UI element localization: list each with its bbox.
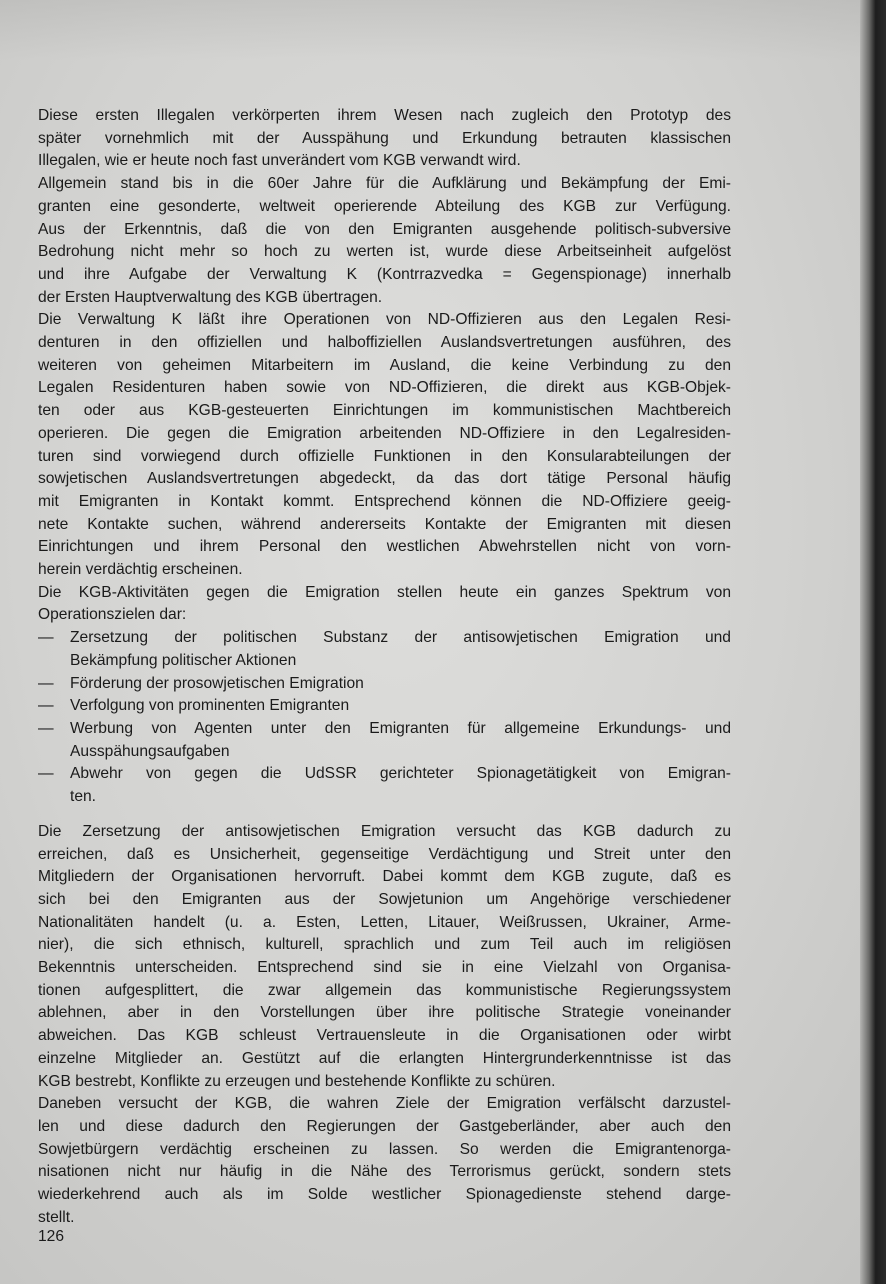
paragraph-1 — [38, 105, 731, 173]
dash-bullet: — — [38, 674, 54, 692]
text-line: Nationalitäten handelt (u. a. Esten, Letten, Litauer, Weißrussen, Ukrainer, Arme- — [38, 913, 731, 931]
dash-bullet: — — [38, 697, 54, 715]
list-item — [38, 718, 731, 763]
text-line: Zersetzung der politischen Substanz der antisowjetischen Emigration und — [70, 629, 731, 647]
dash-bullet: — — [38, 719, 54, 737]
text-line: Daneben versucht der KGB, die wahren Ziele der Emigration verfälscht darzustel- — [38, 1095, 731, 1113]
text-line: Bekenntnis unterscheiden. Entsprechend sind sie in eine Vielzahl von Organisa- — [38, 959, 731, 977]
page-number: 126 — [38, 1228, 65, 1245]
paragraph-2 — [38, 173, 731, 309]
text-line: tionen aufgesplittert, die zwar allgemein das kommunistische Regierungssystem — [38, 981, 731, 999]
text-line: und ihre Aufgabe der Verwaltung K (Kontrrazvedka = Gegenspionage) innerhalb — [38, 265, 731, 283]
text-line: wiederkehrend auch als im Solde westlicher Spionagedienste stehend darge- — [38, 1186, 731, 1204]
text-line: ablehnen, aber in den Vorstellungen über ihre politische Strategie voneinander — [38, 1004, 731, 1022]
text-line: sich bei den Emigranten aus der Sowjetunion um Angehörige verschiedener — [38, 890, 731, 908]
text-line: Bedrohung nicht mehr so hoch zu werten ist, wurde diese Arbeitseinheit aufgelöst — [38, 243, 731, 261]
text-line: Die Zersetzung der antisowjetischen Emigration versucht das KGB dadurch zu — [38, 822, 731, 840]
text-line: sowjetischen Auslandsvertretungen abgedeckt, da das dort tätige Personal häufig — [38, 470, 731, 488]
text-line: Legalen Residenturen haben sowie von ND-Offizieren, die direkt aus KGB-Objek- — [38, 379, 731, 397]
text-line: mit Emigranten in Kontakt kommt. Entsprechend können die ND-Offiziere geeig- — [38, 492, 731, 510]
text-line: Die KGB-Aktivitäten gegen die Emigration stellen heute ein ganzes Spektrum von — [38, 583, 731, 601]
text-line: operieren. Die gegen die Emigration arbeitenden ND-Offiziere in den Legalresiden- — [38, 424, 731, 442]
text-line: KGB bestrebt, Konflikte zu erzeugen und bestehende Konflikte zu schüren. — [38, 1072, 556, 1090]
text-line: Ausspähungsaufgaben — [70, 742, 230, 760]
dash-bullet: — — [38, 629, 54, 647]
text-line: Aus der Erkenntnis, daß die von den Emigranten ausgehende politisch-subversive — [38, 220, 731, 238]
text-line: Operationszielen dar: — [38, 606, 187, 624]
text-line: Allgemein stand bis in die 60er Jahre für die Aufklärung und Bekämpfung der Emi- — [38, 175, 731, 193]
text-line: turen sind vorwiegend durch offizielle Funktionen in den Konsularabteilungen der — [38, 447, 731, 465]
text-line: Diese ersten Illegalen verkörperten ihrem Wesen nach zugleich den Prototyp des — [38, 107, 731, 124]
text-line: Sowjetbürgern verdächtig erscheinen zu lassen. So werden die Emigrantenorga- — [38, 1140, 731, 1158]
text-line: nisationen nicht nur häufig in die Nähe des Terrorismus gerückt, sondern stets — [38, 1163, 731, 1181]
text-line: granten eine gesonderte, weltweit operierende Abteilung des KGB zur Verfügung. — [38, 197, 731, 215]
text-line: erreichen, daß es Unsicherheit, gegenseitige Verdächtigung und Streit unter den — [38, 845, 731, 863]
body-text — [38, 105, 731, 1229]
text-line: len und diese dadurch den Regierungen der Gastgeberländer, aber auch den — [38, 1117, 731, 1135]
dash-bullet: — — [38, 765, 54, 783]
book-spine-shadow — [860, 0, 886, 1284]
text-line: der Ersten Hauptverwaltung des KGB übertragen. — [38, 288, 383, 306]
text-line: ten. — [70, 788, 97, 806]
text-line: stellt. — [38, 1208, 75, 1226]
paragraph-5 — [38, 821, 731, 1093]
text-line: weiteren von geheimen Mitarbeitern im Ausland, die keine Verbindung zu den — [38, 356, 731, 374]
text-line: herein verdächtig erscheinen. — [38, 561, 243, 579]
text-line: Illegalen, wie er heute noch fast unverändert vom KGB verwandt wird. — [38, 152, 521, 170]
list-item — [38, 763, 731, 808]
text-line: nete Kontakte suchen, während andererseits Kontakte der Emigranten mit diesen — [38, 515, 731, 533]
text-line: Förderung der prosowjetischen Emigration — [70, 674, 364, 692]
text-line: denturen in den offiziellen und halboffiziellen Auslandsvertretungen ausführen, des — [38, 334, 731, 352]
text-line: einzelne Mitglieder an. Gestützt auf die erlangten Hintergrunderkenntnisse ist das — [38, 1049, 731, 1067]
text-line: abweichen. Das KGB schleust Vertrauensleute in die Organisationen oder wirbt — [38, 1027, 731, 1045]
text-line: ten oder aus KGB-gesteuerten Einrichtungen im kommunistischen Machtbereich — [38, 402, 731, 420]
text-line: Die Verwaltung K läßt ihre Operationen von ND-Offizieren aus den Legalen Resi- — [38, 311, 731, 329]
text-line: Abwehr von gegen die UdSSR gerichteter Spionagetätigkeit von Emigran- — [70, 765, 731, 783]
text-line: Mitgliedern der Organisationen hervorruft. Dabei kommt dem KGB zugute, daß es — [38, 868, 731, 886]
text-line: Bekämpfung politischer Aktionen — [70, 651, 297, 669]
operation-goals-list — [38, 627, 731, 809]
text-line: später vornehmlich mit der Ausspähung und Erkundung betrauten klassischen — [38, 129, 731, 147]
list-item — [38, 673, 731, 696]
paragraph-4 — [38, 582, 731, 627]
text-line: Werbung von Agenten unter den Emigranten für allgemeine Erkundungs- und — [70, 719, 731, 737]
paragraph-6 — [38, 1093, 731, 1229]
text-line: nier), die sich ethnisch, kulturell, sprachlich und zum Teil auch im religiösen — [38, 936, 731, 954]
paragraph-3 — [38, 309, 731, 581]
list-item — [38, 695, 731, 718]
top-shadow — [0, 0, 886, 60]
text-line: Verfolgung von prominenten Emigranten — [70, 697, 350, 715]
list-item — [38, 627, 731, 672]
text-line: Einrichtungen und ihrem Personal den westlichen Abwehrstellen nicht von vorn- — [38, 538, 731, 556]
